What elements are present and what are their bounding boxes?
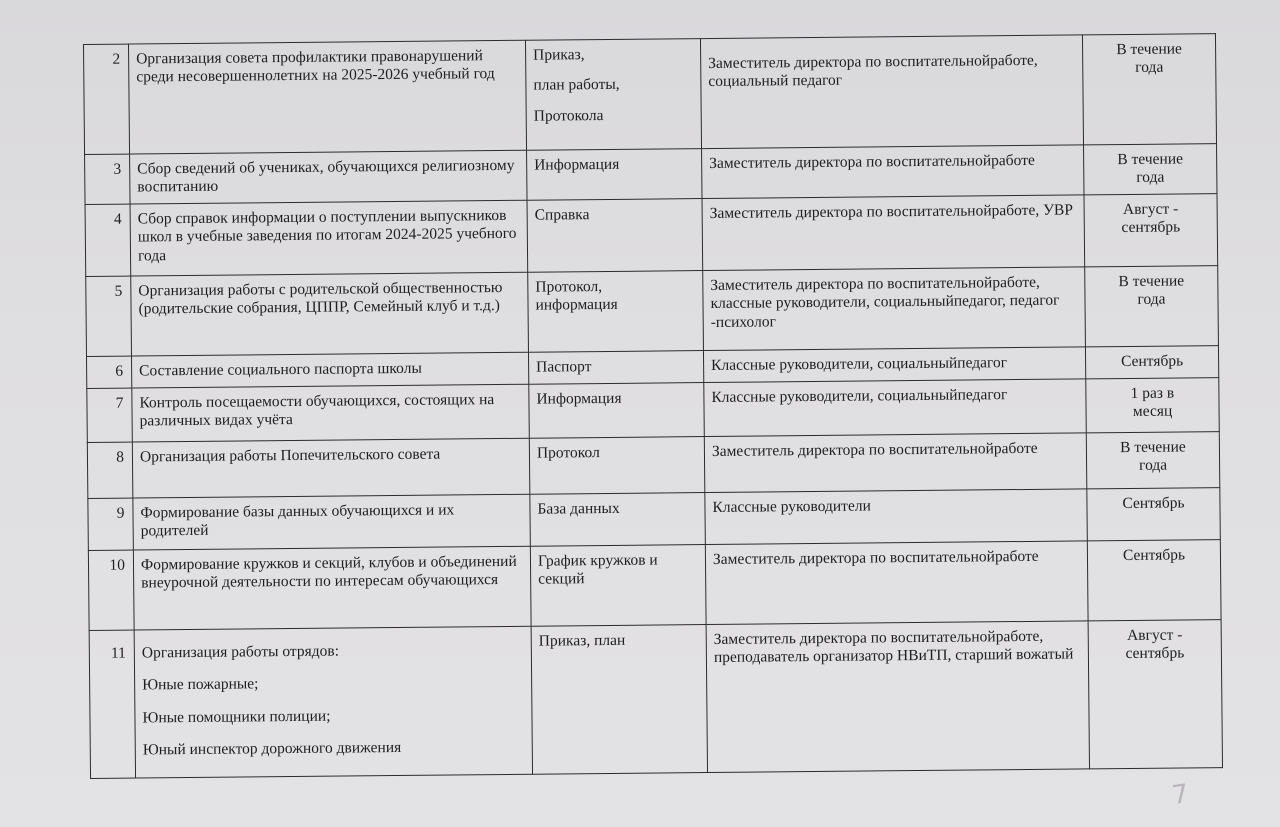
responsible-cell	[700, 35, 1083, 149]
term-line: года	[1135, 58, 1164, 77]
row-number: 3	[85, 154, 130, 204]
term-line: месяц	[1132, 402, 1173, 421]
event-cell: Формирование кружков и секций, клубов и объединений внеурочной деятельности по интересам обучающихся	[133, 546, 531, 630]
responsible-text: Заместитель директора по воспитательнойработе, социальный педагог	[708, 51, 1038, 91]
responsible-cell: Заместитель директора по воспитательнойработе, классные руководители, социальныйпедагог, педагог -психолог	[703, 267, 1086, 351]
event-cell: Составление социального паспорта школы	[131, 352, 528, 388]
responsible-cell: Классные руководители, социальныйпедагог	[704, 379, 1087, 437]
term-line: В течение	[1118, 272, 1185, 291]
form-cell: Паспорт	[528, 351, 703, 385]
event-cell: Сбор справок информации о поступлении выпускников школ в учебные заведения по итогам 2024-2025 учебного года	[130, 200, 528, 276]
term-line: В течение	[1120, 438, 1186, 457]
term-line: В течение	[1117, 150, 1184, 169]
event-line: Юный инспектор дорожного движения	[142, 738, 402, 759]
form-line: Протокола	[533, 106, 604, 125]
term-line: 1 раз в	[1130, 384, 1175, 402]
event-cell: Организация работы с родительской общественностью (родительские собрания, ЦППР, Семейный клуб и т.д.)	[131, 272, 529, 356]
term-line: года	[1137, 290, 1166, 309]
form-cell: График кружков и секций	[530, 545, 706, 627]
term-cell	[1084, 144, 1217, 195]
table-row	[85, 194, 1218, 277]
form-line: план работы,	[533, 76, 620, 94]
term-line: В течение	[1116, 40, 1182, 59]
term-line: Сентябрь	[1122, 494, 1185, 513]
term-line: Август -	[1122, 200, 1179, 219]
form-cell	[528, 271, 704, 353]
responsible-cell: Заместитель директора по воспитательнойработе	[704, 433, 1087, 493]
term-line: Сентябрь	[1120, 352, 1184, 371]
form-cell: Информация	[529, 383, 705, 439]
responsible-cell: Заместитель директора по воспитательнойработе	[702, 145, 1084, 199]
form-line: Приказ,	[533, 46, 585, 64]
event-cell: Сбор сведений об учениках, обучающихся религиозному воспитанию	[130, 150, 527, 204]
responsible-cell: Заместитель директора по воспитательнойработе	[705, 541, 1088, 625]
term-cell	[1088, 620, 1222, 769]
table-row	[84, 34, 1217, 155]
term-cell	[1086, 378, 1220, 433]
term-line: сентябрь	[1125, 644, 1185, 663]
row-number: 6	[86, 356, 131, 388]
event-cell: Формирование базы данных обучающихся и их родителей	[133, 494, 530, 550]
form-cell: База данных	[530, 493, 705, 547]
table-row	[89, 620, 1222, 779]
responsible-cell: Классные руководители	[705, 489, 1087, 545]
row-number: 7	[87, 388, 133, 442]
term-line: года	[1136, 168, 1165, 187]
form-cell: Протокол	[529, 437, 705, 495]
table-row	[88, 540, 1221, 631]
term-cell	[1087, 488, 1220, 541]
row-number: 4	[85, 204, 131, 276]
events-table	[83, 33, 1223, 779]
term-line: Сентябрь	[1122, 546, 1186, 565]
document-sheet	[83, 33, 1222, 779]
row-number: 5	[86, 276, 132, 356]
term-cell	[1086, 432, 1220, 489]
page-number: 7	[1169, 778, 1191, 812]
table-row	[86, 266, 1219, 357]
term-line: сентябрь	[1121, 218, 1181, 237]
form-cell: Справка	[527, 199, 703, 273]
form-line: Протокол,	[535, 278, 603, 296]
term-line: Август -	[1126, 626, 1183, 645]
row-number: 2	[84, 44, 130, 154]
event-cell: Организация совета профилактики правонарушений среди несовершеннолетних на 2025-2026 учебный год	[129, 40, 527, 154]
event-line: Юные пожарные;	[142, 675, 259, 694]
event-cell: Контроль посещаемости обучающихся, состоящих на различных видах учёта	[132, 384, 530, 442]
event-cell	[134, 626, 532, 778]
responsible-cell: Заместитель директора по воспитательнойработе, УВР	[702, 195, 1085, 271]
term-line: года	[1138, 456, 1168, 475]
row-number: 9	[88, 498, 133, 550]
form-cell: Приказ, план	[531, 625, 707, 775]
term-cell	[1082, 34, 1216, 145]
term-cell	[1085, 266, 1219, 347]
row-number: 8	[87, 442, 133, 498]
form-line: информация	[535, 296, 618, 314]
form-cell: Информация	[527, 149, 702, 201]
form-cell	[525, 39, 701, 151]
event-cell: Организация работы Попечительского совета	[132, 438, 530, 498]
row-number: 10	[88, 550, 134, 630]
responsible-cell: Заместитель директора по воспитательнойработе, преподаватель организатор НВиТП, старший вожатый	[706, 621, 1089, 773]
term-cell	[1084, 194, 1218, 267]
term-cell	[1085, 346, 1218, 379]
event-line: Юные помощники полиции;	[142, 707, 331, 727]
term-cell	[1087, 540, 1221, 621]
event-line: Организация работы отрядов:	[141, 642, 340, 662]
responsible-cell: Классные руководители, социальныйпедагог	[703, 347, 1085, 383]
row-number: 11	[89, 630, 135, 778]
